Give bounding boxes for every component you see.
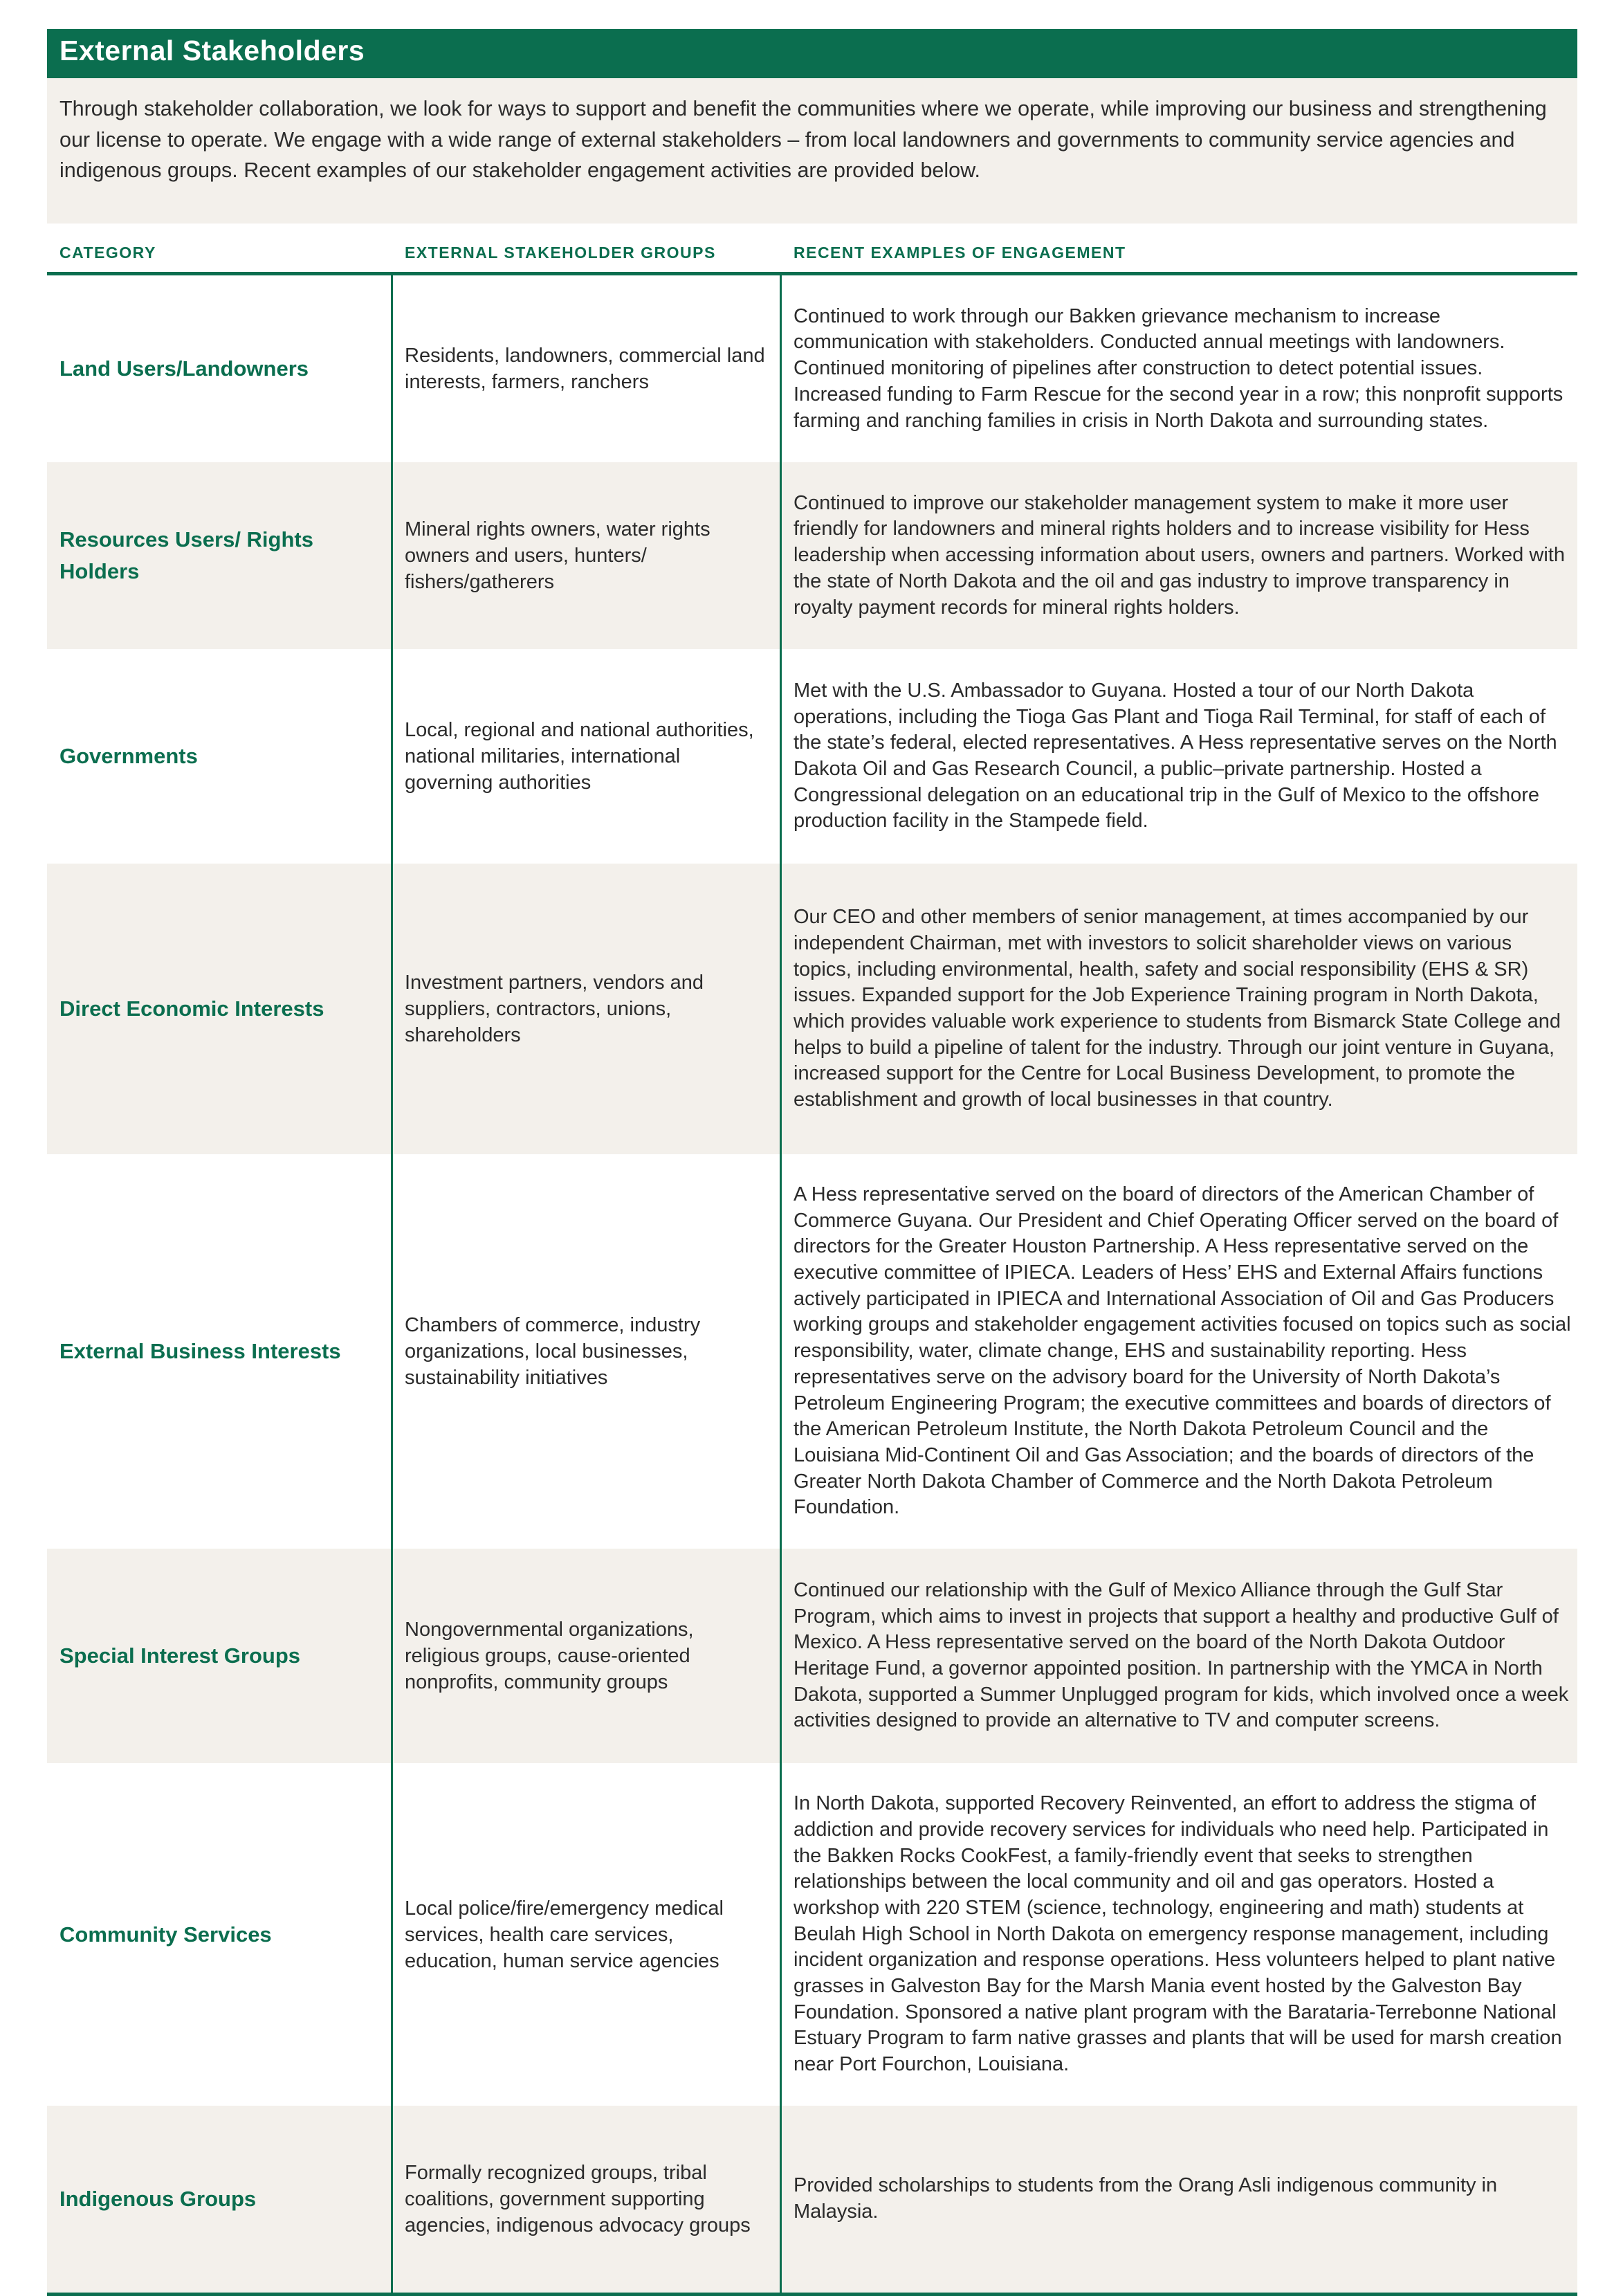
row-category: Resources Users/ Rights Holders [59, 527, 313, 583]
row-examples: Our CEO and other members of senior management, at times accompanied by our independent Chairman, met with investors to solicit shareholder views on various topics, including environmental, health, safety and social responsibility (EHS & SR) issues. Expanded support for the Job Experience Training program in North Dakota, which provides valuable work experience to students from Bismarck State College and helps to build a pipeline of talent for the industry. Through our joint venture in Guyana, increased support for the Centre for Local Business Development, to promote the establishment and growth of local businesses in that country. [794, 906, 1561, 1111]
header-groups: EXTERNAL STAKEHOLDER GROUPS [405, 244, 716, 262]
table-row [47, 275, 1577, 462]
row-groups: Chambers of commerce, industry organizations, local businesses, sustainability initiatives [405, 1314, 701, 1389]
table-row [47, 864, 1577, 1154]
table-body [47, 275, 1577, 2293]
row-examples: Provided scholarships to students from the Orang Asli indigenous community in Malaysia. [794, 2174, 1498, 2223]
table-header [47, 224, 1577, 275]
row-examples: Continued our relationship with the Gulf of Mexico Alliance through the Gulf Star Program, which aims to invest in projects that support a healthy and productive Gulf of Mexico. A Hess representative served on the board of the North Dakota Outdoor Heritage Fund, a governor appointed position. In partnership with the YMCA in North Dakota, supported a Summer Unplugged program for kids, which involved once a week activities designed to provide an alternative to TV and computer screens. [794, 1578, 1569, 1732]
row-examples: In North Dakota, supported Recovery Reinvented, an effort to address the stigma of addiction and provide recovery services for individuals who need help. Participated in the Bakken Rocks CookFest, a family-friendly event that seeks to strengthen relationships between the local community and oil and gas operators. Hosted a workshop with 220 STEM (science, technology, engineering and math) students at Beulah High School in North Dakota on emergency response management, including incident organization and response operations. Hess volunteers helped to plant native grasses in Galveston Bay for the Marsh Mania event hosted by the Galveston Bay Foundation. Sponsored a native plant program with the Barataria-Terrebonne National Estuary Program to farm native grasses and plants that will be used for marsh creation near Port Fourchon, Louisiana. [794, 1792, 1562, 2076]
row-groups: Formally recognized groups, tribal coalitions, government supporting agencies, indigenous advocacy groups [405, 2162, 751, 2236]
row-examples: Met with the U.S. Ambassador to Guyana. Hosted a tour of our North Dakota operations, including the Tioga Gas Plant and Tioga Rail Terminal, for staff of each of the state’s federal, elected representatives. A Hess representative serves on the North Dakota Oil and Gas Research Council, a public–private partnership. Hosted a Congressional delegation on an educational trip in the Gulf of Mexico to the offshore production facility in the Stampede field. [794, 679, 1557, 832]
row-category: Indigenous Groups [59, 2187, 257, 2211]
row-examples: Continued to work through our Bakken grievance mechanism to increase communication with stakeholders. Conducted annual meetings with landowners. Continued monitoring of pipelines after construction to detect potential issues. Increased funding to Farm Rescue for the second year in a row; this nonprofit supports farming and ranching families in crisis in North Dakota and surrounding states. [794, 304, 1564, 432]
row-category: Direct Economic Interests [59, 996, 324, 1021]
section-intro: Through stakeholder collaboration, we look for ways to support and benefit the communities where we operate, while improving our business and strengthening our license to operate. We engage with a wide range of external stakeholders – from local landowners and governments to community service agencies and indigenous groups. Recent examples of our stakeholder engagement activities are provided below. [47, 78, 1577, 224]
table-row [47, 649, 1577, 864]
section-title: External Stakeholders [47, 29, 1577, 78]
row-groups: Mineral rights owners, water rights owners and users, hunters/ fishers/gatherers [405, 518, 710, 593]
row-groups: Local police/fire/emergency medical services, health care services, education, human service agencies [405, 1897, 724, 1972]
table-bottom-rule [47, 2293, 1577, 2296]
row-examples: Continued to improve our stakeholder management system to make it more user friendly for landowners and mineral rights holders and to increase visibility for Hess leadership when accessing information about users, owners and partners. Worked with the state of North Dakota and the oil and gas industry to improve transparency in royalty payment records for mineral rights holders. [794, 491, 1565, 619]
row-groups: Residents, landowners, commercial land interests, farmers, ranchers [405, 345, 765, 393]
header-examples: RECENT EXAMPLES OF ENGAGEMENT [794, 244, 1126, 262]
row-category: Community Services [59, 1922, 272, 1947]
header-category: CATEGORY [59, 244, 156, 262]
table-row [47, 2106, 1577, 2293]
row-category: External Business Interests [59, 1339, 341, 1363]
table-row [47, 462, 1577, 649]
row-category: Special Interest Groups [59, 1643, 300, 1668]
table-row [47, 1763, 1577, 2106]
table-row [47, 1549, 1577, 1763]
stakeholders-page [47, 29, 1577, 2296]
table-row [47, 1154, 1577, 1549]
row-category: Land Users/Landowners [59, 356, 309, 381]
row-groups: Local, regional and national authorities, national militaries, international governing authorities [405, 719, 754, 794]
row-groups: Nongovernmental organizations, religious groups, cause-oriented nonprofits, community groups [405, 1619, 694, 1693]
row-category: Governments [59, 744, 198, 768]
row-groups: Investment partners, vendors and suppliers, contractors, unions, shareholders [405, 972, 704, 1046]
row-examples: A Hess representative served on the board of directors of the American Chamber of Commerce Guyana. Our President and Chief Operating Officer served on the board of directors for the Greater Houston Partnership. A Hess representative served on the executive committee of IPIECA. Leaders of Hess’ EHS and External Affairs functions actively participated in IPIECA and International Association of Oil and Gas Producers working groups and stakeholder engagement activities focused on topics such as social responsibility, water, climate change, EHS and sustainability reporting. Hess representatives serve on the advisory board for the University of North Dakota’s Petroleum Engineering Program; the executive committees and boards of directors of the American Petroleum Institute, the North Dakota Petroleum Council and the Louisiana Mid-Continent Oil and Gas Association; and the boards of directors of the Greater North Dakota Chamber of Commerce and the North Dakota Petroleum Foundation. [794, 1183, 1571, 1519]
